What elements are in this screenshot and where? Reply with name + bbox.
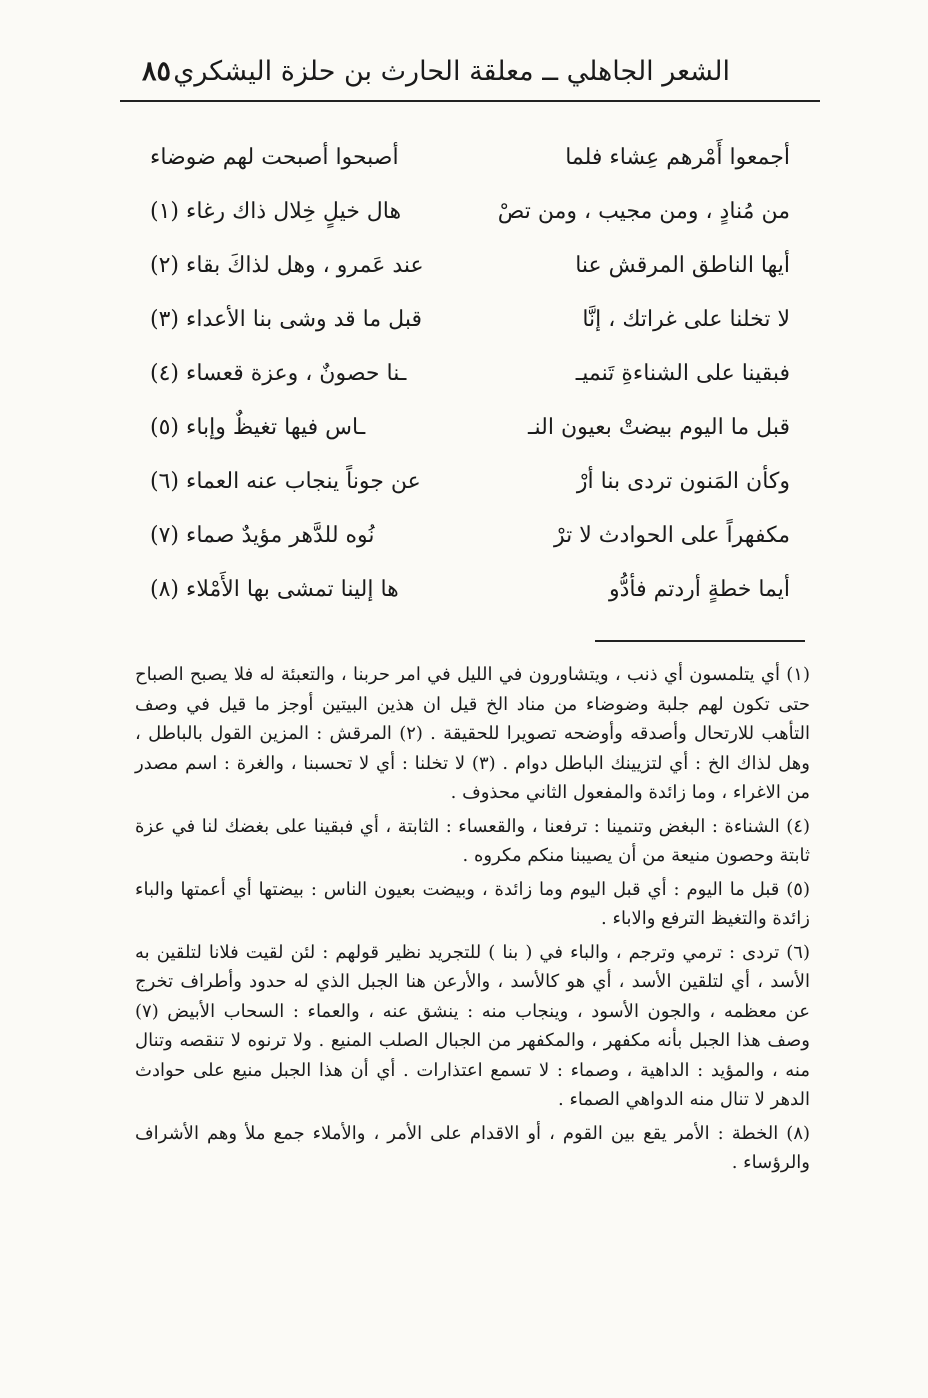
verse-line — [150, 135, 790, 189]
verse-first-hemistich: فبقينا على الشناءةِ تَنميـ — [575, 361, 790, 386]
verse-second-hemistich: ـاس فيها تغيظٌ وإباء (٥) — [150, 415, 366, 440]
verse-second-hemistich: ها إلينا تمشى بها الأَمْلاء (٨) — [150, 577, 399, 602]
verse-first-hemistich: مكفهراً على الحوادث لا ترْ — [554, 523, 790, 548]
footnotes — [135, 660, 810, 1182]
footnote: (٦) تردى : ترمي وترجم ، والباء في ( بنا ) للتجريد نظير قولهم : لئن لقيت فلانا لتلقين به الأسد ، أي لتلقين الأسد ، أي هو كالأسد ، والأرعن هنا الجبل الذي له حدود وأطراف تخرج عن معظمه ، والجون الأسود ، وينجاب منه : ينشق عنه ، والعماء : السحاب الأبيض (٧) وصف هذا الجبل بأنه مكفهر ، والمكفهر من الجبال الصلب المنيع . ولا ترنوه لا تنقصه وتنال منه ، والمؤيد : الداهية ، وصماء : لا تسمع اعتذارات . أي أن هذا الجبل منيع على حوادث الدهر لا تنال منه الدواهي الصماء . — [135, 941, 810, 1110]
verse-first-hemistich: من مُنادٍ ، ومن مجيب ، ومن تصْ — [497, 199, 790, 224]
verse-second-hemistich: هال خيلٍ خِلال ذاك رغاء (١) — [150, 199, 402, 224]
verse-second-hemistich: نُوه للدَّهر مؤيدٌ صماء (٧) — [150, 523, 375, 548]
running-title: الشعر الجاهلي ــ معلقة الحارث بن حلزة اليشكري — [173, 56, 730, 87]
verse-first-hemistich: أجمعوا أَمْرهم عِشاء فلما — [565, 145, 790, 170]
footnote-divider — [595, 640, 805, 642]
verse-first-hemistich: وكأن المَنون تردى بنا أرْ — [576, 469, 790, 494]
verse-first-hemistich: قبل ما اليوم بيضتْ بعيون النـ — [528, 415, 790, 440]
footnote: (٥) قبل ما اليوم : أي قبل اليوم وما زائدة ، وبيضت بعيون الناس : بيضتها أي أعمتها والباء زائدة والتغيظ الترفع والاباء . — [135, 878, 810, 929]
verse-line — [150, 297, 790, 351]
verse-line — [150, 567, 790, 621]
verse-second-hemistich: عند عَمرو ، وهل لذاكَ بقاء (٢) — [150, 253, 424, 278]
verse-second-hemistich: عن جوناً ينجاب عنه العماء (٦) — [150, 469, 421, 494]
verse-line — [150, 189, 790, 243]
verse-line — [150, 405, 790, 459]
verse-line — [150, 243, 790, 297]
poem — [150, 135, 790, 621]
verse-line — [150, 351, 790, 405]
verse-line — [150, 459, 790, 513]
verse-second-hemistich: قبل ما قد وشى بنا الأعداء (٣) — [150, 307, 422, 332]
verse-first-hemistich: أيما خطةٍ أردتم فأدُّو — [608, 577, 790, 602]
footnote: (١) أي يتلمسون أي ذنب ، ويتشاورون في الليل في امر حربنا ، والتعبئة له فلا يصبح الصباح حتى تكون لهم جلبة وضوضاء من مناد الخ قيل ان هذين البيتين أوجز ما قيل في وصف التأهب للارتحال وأصدقه وأوضحه تصويرا للحقيقة . (٢) المرقش : المزين القول بالباطل ، وهل لذاك الخ : أي لتزيينك الباطل دوام . (٣) لا تخلنا : أي لا تحسبنا ، والغرة : اسم مصدر من الاغراء ، وما زائدة والمفعول الثاني محذوف . — [135, 664, 810, 803]
page-number: ٨٥ — [142, 56, 172, 87]
page-header — [120, 48, 820, 102]
verse-line — [150, 513, 790, 567]
verse-first-hemistich: لا تخلنا على غراتك ، إنَّا — [582, 307, 790, 332]
footnote: (٤) الشناءة : البغض وتنمينا : ترفعنا ، والقعساء : الثابتة ، أي فبقينا على بغضك لنا في عزة ثابتة وحصون منيعة من أن يصيبنا منكم مكروه . — [135, 815, 810, 866]
verse-second-hemistich: أصبحوا أصبحت لهم ضوضاء — [150, 145, 399, 170]
footnote: (٨) الخطة : الأمر يقع بين القوم ، أو الاقدام على الأمر ، والأملاء جمع ملأ وهم الأشراف والرؤساء . — [135, 1122, 811, 1173]
verse-first-hemistich: أيها الناطق المرقش عنا — [575, 253, 790, 278]
verse-second-hemistich: ـنا حصونٌ ، وعزة قعساء (٤) — [150, 361, 407, 386]
